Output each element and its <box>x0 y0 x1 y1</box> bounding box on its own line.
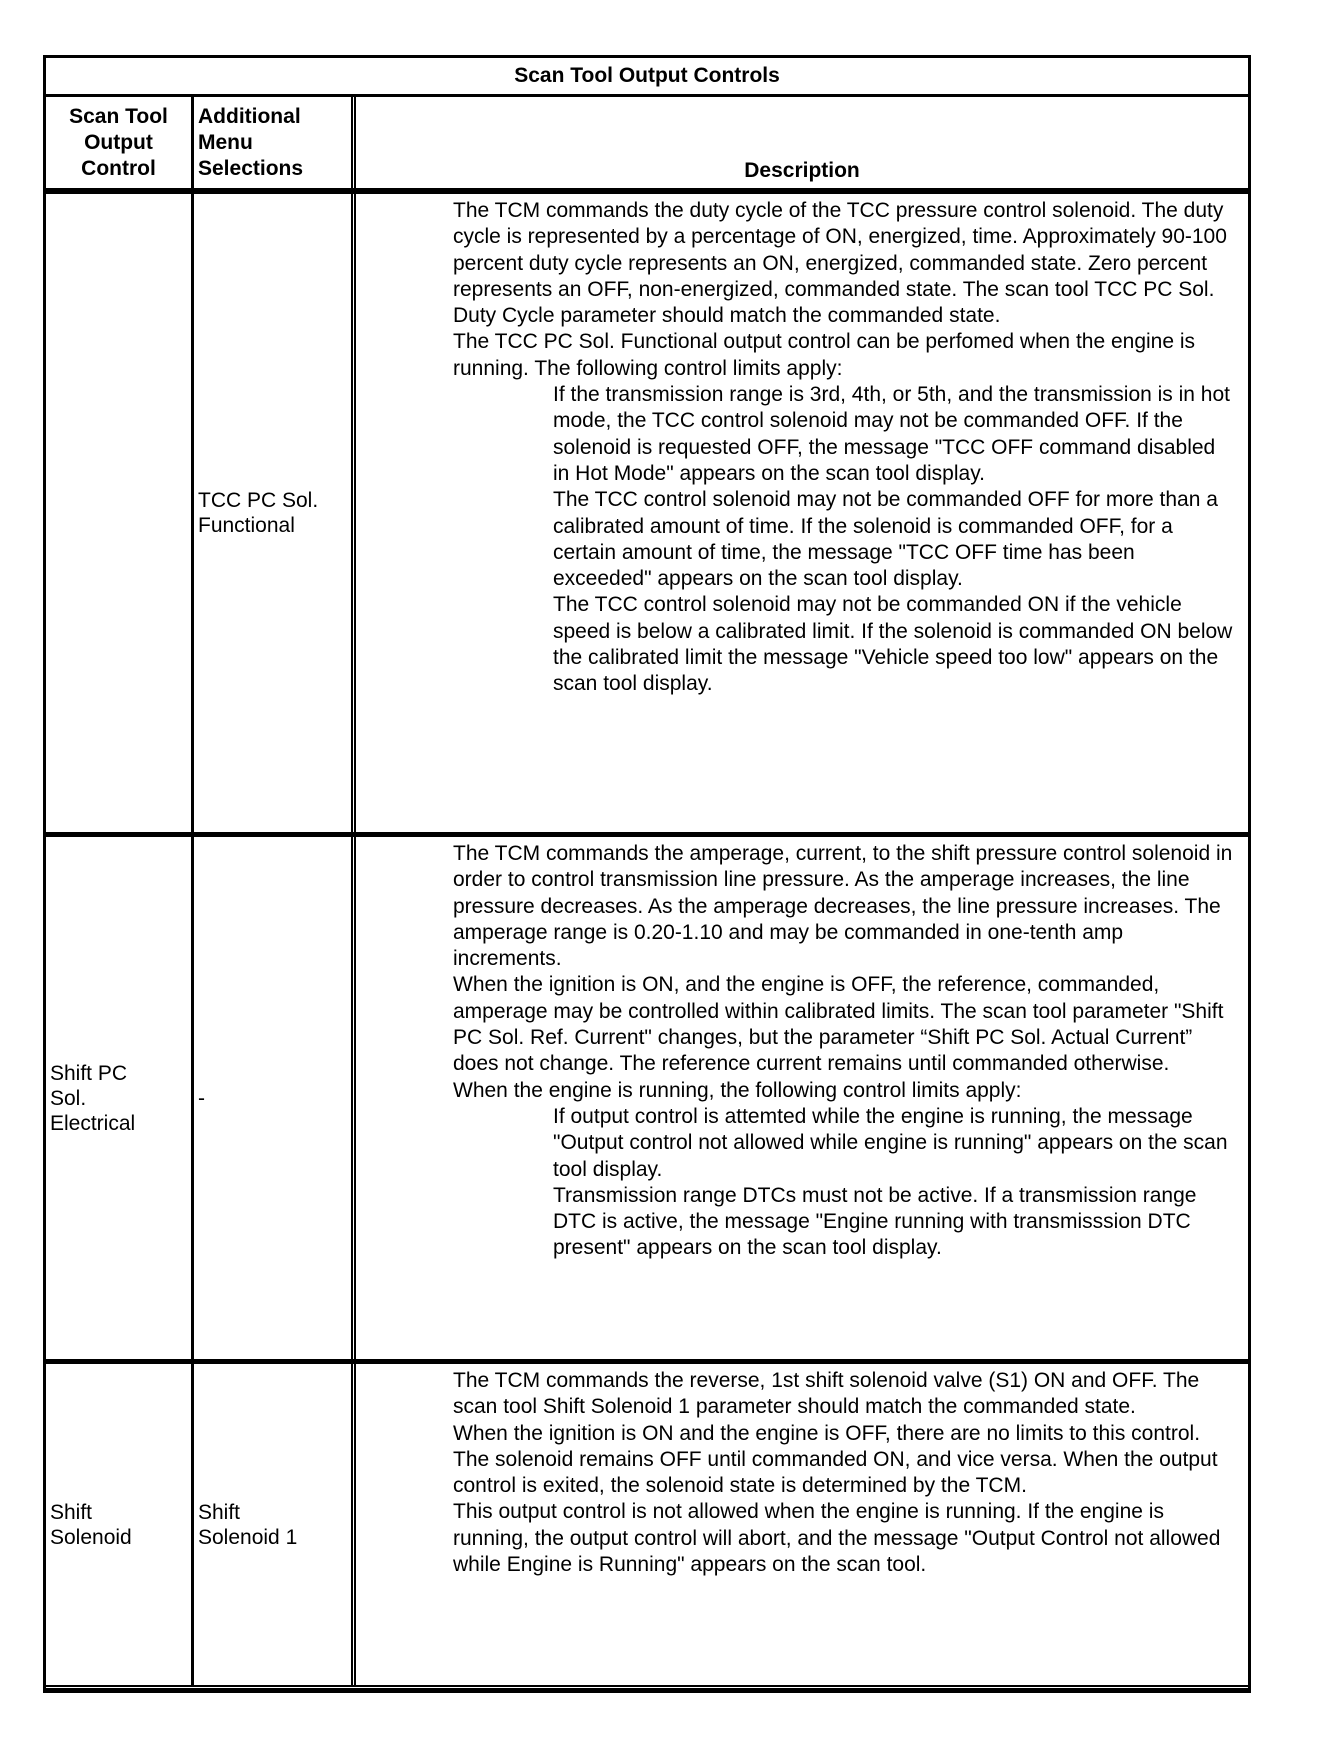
description-paragraph: The TCM commands the reverse, 1st shift solenoid valve (S1) ON and OFF. The scan tool Shift Solenoid 1 parameter should match the commanded state. <box>453 1369 1200 1419</box>
table-header-row <box>46 97 1248 194</box>
header-menu-selections <box>194 97 356 188</box>
menu-selection-line: TCC PC Sol. <box>198 489 319 512</box>
description-paragraph: This output control is not allowed when the engine is running. If the engine is running, the output control will abort, and the message "Output Control not allowed while Engine is Running" appears on the scan tool. <box>453 1500 1221 1577</box>
header-line: Additional <box>198 104 301 128</box>
output-control-cell <box>46 1364 194 1685</box>
description-paragraph: The TCM commands the amperage, current, to the shift pressure control solenoid in order to control transmission line pressure. As the amperage increases, the line pressure decreases. As the amperage decreases, the line pressure increases. The amperage range is 0.20-1.10 and may be commanded in one-tenth amp increments. <box>453 842 1233 971</box>
output-control-line: Sol. <box>50 1086 87 1110</box>
header-line: Scan Tool <box>69 104 168 128</box>
output-control-cell <box>46 194 194 832</box>
description-limit-item: If output control is attemted while the engine is running, the message "Output control not allowed while engine is running" appears on the scan tool display. <box>553 1104 1228 1181</box>
header-line: Selections <box>198 156 304 180</box>
description-paragraph: When the engine is running, the following control limits apply: <box>453 1078 1022 1102</box>
scan-tool-output-controls-table <box>43 55 1251 1693</box>
menu-selection-line: Shift <box>198 1500 241 1524</box>
description-cell <box>356 194 1248 832</box>
description-paragraph: When the ignition is ON and the engine is OFF, there are no limits to this control. The solenoid remains OFF until commanded ON, and vice versa. When the output control is exited, the solenoid state is determined by the TCM. <box>453 1421 1218 1498</box>
header-description: Description <box>744 158 860 182</box>
header-line: Output <box>84 130 153 154</box>
description-paragraph: The TCM commands the duty cycle of the TCC pressure control solenoid. The duty cycle is represented by a percentage of ON, energized, time. Approximately 90-100 percent duty cycle represents an ON, energized, commanded state. Zero percent represents an OFF, non-energized, commanded state. The scan tool TCC PC Sol. Duty Cycle parameter should match the commanded state. <box>453 199 1227 328</box>
output-control-cell <box>46 837 194 1359</box>
output-control-line: Shift PC <box>50 1061 128 1085</box>
table-row <box>46 1364 1248 1690</box>
menu-selection-line: Solenoid 1 <box>198 1525 298 1549</box>
menu-selection-line: Functional <box>198 514 295 537</box>
menu-selection-cell <box>194 1364 356 1685</box>
description-paragraph: The TCC PC Sol. Functional output control can be perfomed when the engine is running. The following control limits apply: <box>453 330 1196 380</box>
output-control-line: Shift <box>50 1500 93 1524</box>
description-cell <box>356 837 1248 1359</box>
output-control-line: Electrical <box>50 1111 136 1135</box>
table-row <box>46 837 1248 1364</box>
description-limit-item: If the transmission range is 3rd, 4th, or 5th, and the transmission is in hot mode, the TCC control solenoid may not be commanded OFF. If the solenoid is requested OFF, the message "TCC OFF command disabled in Hot Mode" appears on the scan tool display. <box>553 383 1231 485</box>
description-paragraph: When the ignition is ON, and the engine is OFF, the reference, commanded, amperage may be controlled within calibrated limits. The scan tool parameter "Shift PC Sol. Ref. Current" changes, but the parameter “Shift PC Sol. Actual Current” does not change. The reference current remains until commanded otherwise. <box>453 973 1224 1076</box>
description-limit-item: Transmission range DTCs must not be active. If a transmission range DTC is active, the message "Engine running with transmisssion DTC present" appears on the scan tool display. <box>553 1183 1197 1260</box>
description-limit-item: The TCC control solenoid may not be commanded OFF for more than a calibrated amount of time. If the solenoid is commanded OFF, for a certain amount of time, the message "TCC OFF time has been exceeded" appears on the scan tool display. <box>553 488 1218 591</box>
header-output-control <box>46 97 194 188</box>
description-cell <box>356 1364 1248 1685</box>
table-row <box>46 194 1248 837</box>
table-title: Scan Tool Output Controls <box>46 58 1248 97</box>
header-line: Menu <box>198 130 253 154</box>
output-control-line: Solenoid <box>50 1525 132 1549</box>
header-line: Control <box>81 156 156 180</box>
menu-selection-cell <box>194 194 356 832</box>
description-limit-item: The TCC control solenoid may not be commanded ON if the vehicle speed is below a calibrated limit. If the solenoid is commanded ON below the calibrated limit the message "Vehicle speed too low" appears on the scan tool display. <box>553 593 1233 696</box>
menu-selection-line: - <box>198 1086 205 1110</box>
menu-selection-cell <box>194 837 356 1359</box>
